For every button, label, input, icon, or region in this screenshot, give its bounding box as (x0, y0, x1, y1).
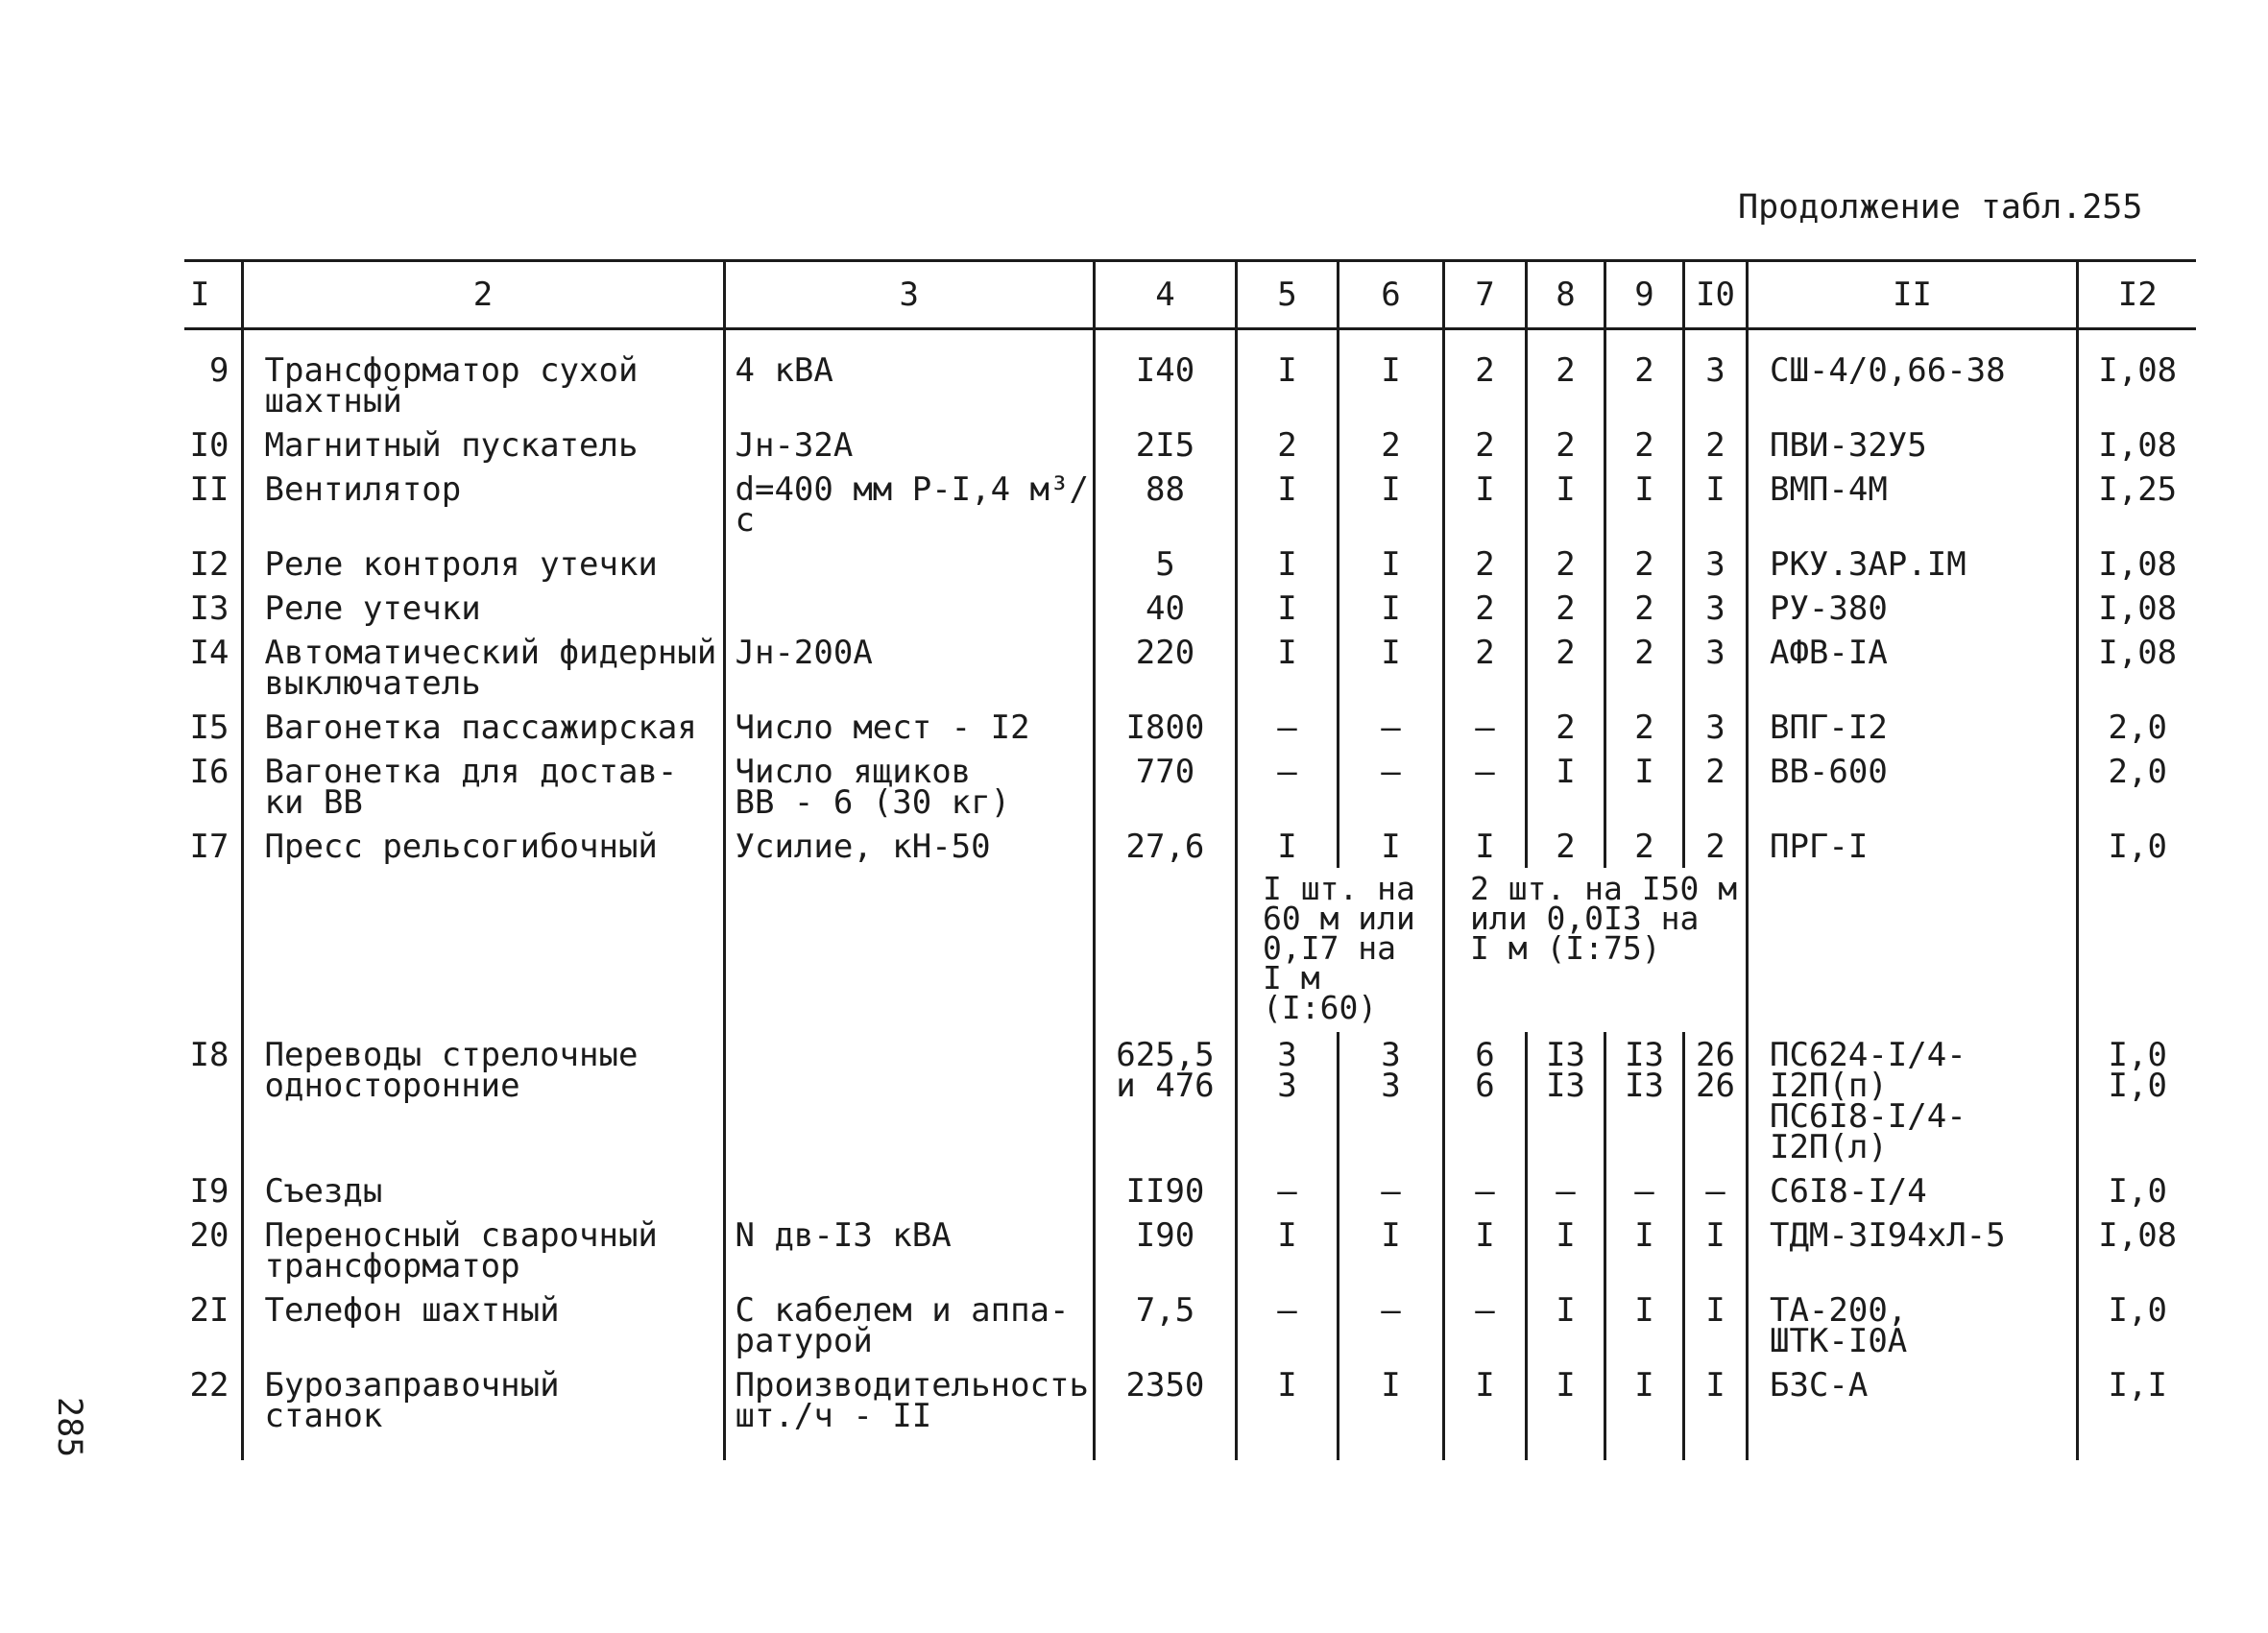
row-number: I2 (189, 545, 229, 584)
equipment-mark: ТДМ-3I94хЛ-5 (1747, 1213, 2077, 1287)
empty-cell (724, 868, 1094, 1032)
value-col-4: 220 (1094, 630, 1236, 705)
norm-note-lower: 2 шт. на I50 м или 0,0I3 на I м (I:75) (1443, 868, 1747, 1032)
value-col-7: 2 (1443, 329, 1526, 423)
value-col-4: 625,5 и 476 (1094, 1032, 1236, 1168)
value-col-10: 3 (1683, 541, 1747, 586)
row-number: I5 (189, 708, 229, 747)
value-col-6: I (1338, 586, 1443, 630)
column-header: 7 (1443, 261, 1526, 329)
equipment-parameter: Число ящиков ВВ - 6 (30 кг) (724, 749, 1094, 824)
value-col-10: 2 (1683, 749, 1747, 824)
table-row (184, 824, 2196, 868)
value-col-9: 2 (1604, 329, 1683, 423)
row-number: I4 (189, 634, 229, 672)
equipment-mark: РУ-380 (1747, 586, 2077, 630)
value-col-6: 3 3 (1338, 1032, 1443, 1168)
value-col-9: 2 (1604, 705, 1683, 749)
value-col-5: I (1236, 1213, 1338, 1287)
equipment-mark: ВВ-600 (1747, 749, 2077, 824)
value-col-7: – (1443, 749, 1526, 824)
row-number: 9 (209, 351, 229, 390)
value-col-6: – (1338, 705, 1443, 749)
value-col-6: I (1338, 541, 1443, 586)
value-col-9: I (1604, 749, 1683, 824)
equipment-name: Магнитный пускатель (242, 422, 724, 467)
norm-note-upper: I шт. на 60 м или 0,I7 на I м (I:60) (1236, 868, 1443, 1032)
value-col-9: I (1604, 1287, 1683, 1362)
equipment-name: Пресс рельсогибочный (242, 824, 724, 868)
equipment-name: Вентилятор (242, 467, 724, 541)
equipment-parameter: N дв-I3 кВА (724, 1213, 1094, 1287)
equipment-mark: АФВ-IА (1747, 630, 2077, 705)
value-col-7: – (1443, 1168, 1526, 1213)
value-col-9: I3 I3 (1604, 1032, 1683, 1168)
empty-cell (184, 868, 242, 1032)
value-col-9: – (1604, 1168, 1683, 1213)
factor-value: I,0 (2077, 1168, 2196, 1213)
column-header: 2 (242, 261, 724, 329)
equipment-parameter (724, 586, 1094, 630)
factor-value: I,I (2077, 1362, 2196, 1460)
value-col-9: 2 (1604, 541, 1683, 586)
value-col-5: – (1236, 749, 1338, 824)
value-col-4: I800 (1094, 705, 1236, 749)
row-number: I7 (189, 828, 229, 866)
value-col-5: – (1236, 1168, 1338, 1213)
value-col-10: 2 (1683, 824, 1747, 868)
value-col-6: I (1338, 1213, 1443, 1287)
row-number: I9 (189, 1172, 229, 1211)
equipment-mark: С6I8-I/4 (1747, 1168, 2077, 1213)
value-col-5: I (1236, 467, 1338, 541)
value-col-8: 2 (1526, 329, 1604, 423)
value-col-7: I (1443, 1213, 1526, 1287)
column-header: 9 (1604, 261, 1683, 329)
value-col-4: 2350 (1094, 1362, 1236, 1460)
empty-cell (1094, 868, 1236, 1032)
value-col-6: I (1338, 329, 1443, 423)
value-col-5: 2 (1236, 422, 1338, 467)
value-col-7: 2 (1443, 630, 1526, 705)
factor-value: I,08 (2077, 541, 2196, 586)
equipment-parameter: d=400 мм Р-I,4 м³/с (724, 467, 1094, 541)
equipment-mark: БЗС-А (1747, 1362, 2077, 1460)
equipment-parameter: Число мест - I2 (724, 705, 1094, 749)
value-col-8: I3 I3 (1526, 1032, 1604, 1168)
column-header: 3 (724, 261, 1094, 329)
factor-value: I,08 (2077, 630, 2196, 705)
column-header: II (1747, 261, 2077, 329)
equipment-parameter: Jн-32А (724, 422, 1094, 467)
empty-cell (1747, 868, 2077, 1032)
value-col-8: I (1526, 1287, 1604, 1362)
column-header: 6 (1338, 261, 1443, 329)
equipment-name: Вагонетка пассажирская (242, 705, 724, 749)
factor-value: I,25 (2077, 467, 2196, 541)
header-row (184, 261, 2196, 329)
empty-cell (242, 868, 724, 1032)
page-number: 285 (50, 1397, 88, 1458)
equipment-table (184, 259, 2196, 1460)
equipment-name: Бурозаправочный станок (242, 1362, 724, 1460)
equipment-mark: ПРГ-I (1747, 824, 2077, 868)
equipment-parameter (724, 1032, 1094, 1168)
row-number: 22 (189, 1366, 229, 1405)
value-col-5: 3 3 (1236, 1032, 1338, 1168)
value-col-6: I (1338, 824, 1443, 868)
value-col-6: – (1338, 1287, 1443, 1362)
factor-value: I,0 (2077, 1287, 2196, 1362)
equipment-mark: ВМП-4М (1747, 467, 2077, 541)
value-col-10: 3 (1683, 329, 1747, 423)
column-header: 5 (1236, 261, 1338, 329)
equipment-parameter (724, 1168, 1094, 1213)
norm-note-row (184, 868, 2196, 1032)
factor-value: I,08 (2077, 329, 2196, 423)
value-col-8: 2 (1526, 630, 1604, 705)
empty-cell (2077, 868, 2196, 1032)
value-col-4: 40 (1094, 586, 1236, 630)
value-col-5: I (1236, 824, 1338, 868)
value-col-7: – (1443, 705, 1526, 749)
value-col-10: 3 (1683, 705, 1747, 749)
value-col-4: 2I5 (1094, 422, 1236, 467)
value-col-7: 2 (1443, 422, 1526, 467)
value-col-5: I (1236, 541, 1338, 586)
value-col-4: I40 (1094, 329, 1236, 423)
factor-value: 2,0 (2077, 749, 2196, 824)
table-row (184, 1362, 2196, 1460)
value-col-10: – (1683, 1168, 1747, 1213)
value-col-9: I (1604, 1213, 1683, 1287)
value-col-9: 2 (1604, 422, 1683, 467)
value-col-10: I (1683, 1362, 1747, 1460)
table-row (184, 1168, 2196, 1213)
value-col-5: I (1236, 329, 1338, 423)
table-row (184, 630, 2196, 705)
table-row (184, 1213, 2196, 1287)
value-col-4: I90 (1094, 1213, 1236, 1287)
table-row (184, 749, 2196, 824)
row-number: 2I (189, 1291, 229, 1330)
value-col-4: II90 (1094, 1168, 1236, 1213)
value-col-10: 3 (1683, 630, 1747, 705)
table-row (184, 705, 2196, 749)
equipment-parameter: Производительность шт./ч - II (724, 1362, 1094, 1460)
table-row (184, 1287, 2196, 1362)
value-col-10: I (1683, 1287, 1747, 1362)
value-col-9: 2 (1604, 586, 1683, 630)
table-row (184, 1032, 2196, 1168)
equipment-name: Вагонетка для достав- ки ВВ (242, 749, 724, 824)
value-col-4: 88 (1094, 467, 1236, 541)
value-col-6: 2 (1338, 422, 1443, 467)
value-col-5: – (1236, 1287, 1338, 1362)
factor-value: I,0 I,0 (2077, 1032, 2196, 1168)
row-number: 20 (189, 1216, 229, 1255)
value-col-6: I (1338, 467, 1443, 541)
row-number: I6 (189, 753, 229, 791)
table-caption: Продолжение табл.255 (1738, 188, 2143, 227)
value-col-7: 6 6 (1443, 1032, 1526, 1168)
factor-value: I,08 (2077, 586, 2196, 630)
value-col-9: I (1604, 467, 1683, 541)
equipment-mark: СШ-4/0,66-38 (1747, 329, 2077, 423)
value-col-7: 2 (1443, 541, 1526, 586)
value-col-5: – (1236, 705, 1338, 749)
equipment-mark: ТА-200, ШТК-I0А (1747, 1287, 2077, 1362)
row-number: I3 (189, 589, 229, 628)
equipment-parameter (724, 541, 1094, 586)
value-col-4: 27,6 (1094, 824, 1236, 868)
column-header: 4 (1094, 261, 1236, 329)
equipment-parameter: Jн-200А (724, 630, 1094, 705)
table-row (184, 467, 2196, 541)
equipment-mark: ВПГ-I2 (1747, 705, 2077, 749)
table-row (184, 541, 2196, 586)
value-col-9: 2 (1604, 824, 1683, 868)
row-number: I8 (189, 1036, 229, 1074)
value-col-5: I (1236, 586, 1338, 630)
factor-value: I,08 (2077, 1213, 2196, 1287)
table-row (184, 422, 2196, 467)
value-col-8: I (1526, 1362, 1604, 1460)
value-col-6: – (1338, 1168, 1443, 1213)
equipment-mark: ПС624-I/4-I2П(п) ПС6I8-I/4-I2П(л) (1747, 1032, 2077, 1168)
value-col-8: I (1526, 749, 1604, 824)
value-col-8: 2 (1526, 541, 1604, 586)
value-col-7: I (1443, 467, 1526, 541)
column-header: I (184, 261, 242, 329)
value-col-8: 2 (1526, 824, 1604, 868)
equipment-name: Трансформатор сухой шахтный (242, 329, 724, 423)
table-row (184, 329, 2196, 423)
value-col-8: I (1526, 467, 1604, 541)
table-body (184, 329, 2196, 1461)
value-col-10: 3 (1683, 586, 1747, 630)
row-number: II (189, 470, 229, 509)
factor-value: I,08 (2077, 422, 2196, 467)
value-col-9: 2 (1604, 630, 1683, 705)
equipment-parameter: Усилие, кН-50 (724, 824, 1094, 868)
equipment-name: Переносный сварочный трансформатор (242, 1213, 724, 1287)
value-col-8: I (1526, 1213, 1604, 1287)
equipment-name: Телефон шахтный (242, 1287, 724, 1362)
equipment-mark: РКУ.ЗАР.IМ (1747, 541, 2077, 586)
value-col-7: 2 (1443, 586, 1526, 630)
column-header: I0 (1683, 261, 1747, 329)
value-col-7: – (1443, 1287, 1526, 1362)
factor-value: I,0 (2077, 824, 2196, 868)
value-col-4: 5 (1094, 541, 1236, 586)
equipment-name: Переводы стрелочные односторонние (242, 1032, 724, 1168)
value-col-5: I (1236, 1362, 1338, 1460)
value-col-6: I (1338, 1362, 1443, 1460)
value-col-7: I (1443, 824, 1526, 868)
value-col-10: I (1683, 1213, 1747, 1287)
value-col-9: I (1604, 1362, 1683, 1460)
value-col-8: 2 (1526, 422, 1604, 467)
value-col-4: 770 (1094, 749, 1236, 824)
equipment-parameter: С кабелем и аппа- ратурой (724, 1287, 1094, 1362)
value-col-10: 2 (1683, 422, 1747, 467)
value-col-7: I (1443, 1362, 1526, 1460)
value-col-6: – (1338, 749, 1443, 824)
value-col-5: I (1236, 630, 1338, 705)
equipment-name: Автоматический фидерный выключатель (242, 630, 724, 705)
value-col-6: I (1338, 630, 1443, 705)
value-col-8: 2 (1526, 586, 1604, 630)
row-number: I0 (189, 426, 229, 465)
column-header: I2 (2077, 261, 2196, 329)
equipment-name: Реле утечки (242, 586, 724, 630)
table-row (184, 586, 2196, 630)
value-col-4: 7,5 (1094, 1287, 1236, 1362)
value-col-10: 26 26 (1683, 1032, 1747, 1168)
equipment-name: Реле контроля утечки (242, 541, 724, 586)
equipment-parameter: 4 кВА (724, 329, 1094, 423)
value-col-10: I (1683, 467, 1747, 541)
value-col-8: 2 (1526, 705, 1604, 749)
factor-value: 2,0 (2077, 705, 2196, 749)
column-header: 8 (1526, 261, 1604, 329)
equipment-mark: ПВИ-32У5 (1747, 422, 2077, 467)
value-col-8: – (1526, 1168, 1604, 1213)
equipment-name: Съезды (242, 1168, 724, 1213)
